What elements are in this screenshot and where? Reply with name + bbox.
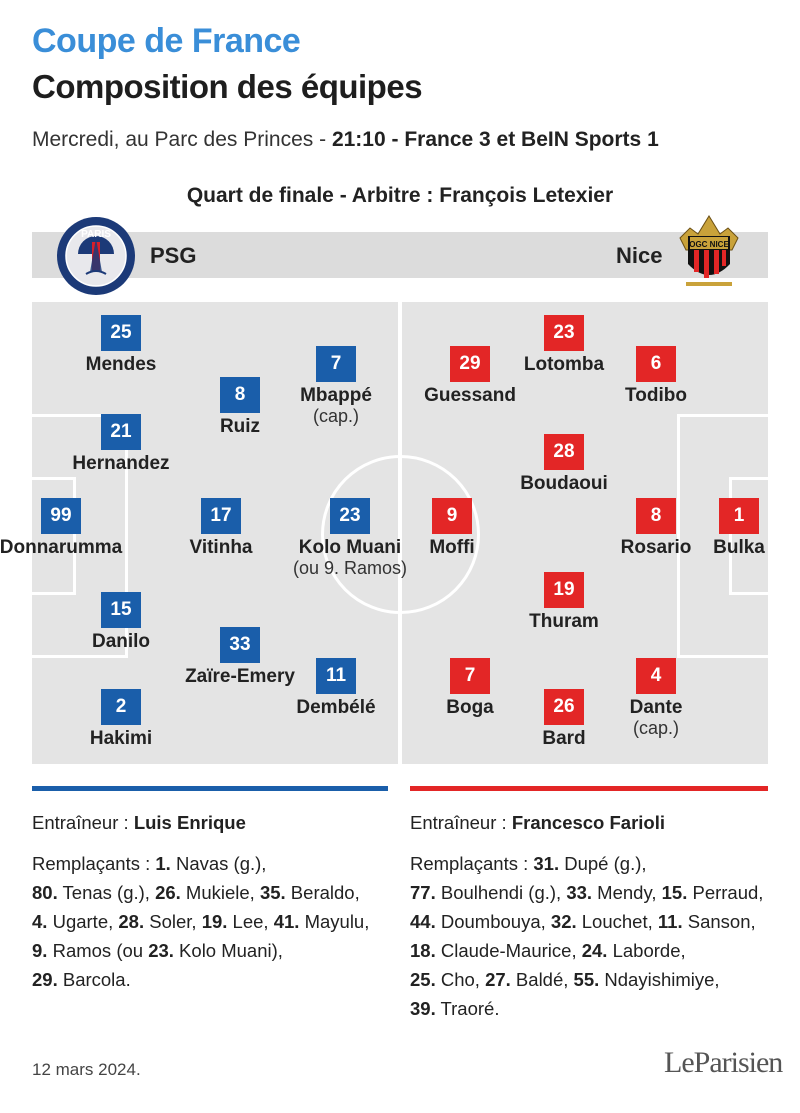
player-name: Bard	[542, 728, 586, 749]
player-number: 7	[316, 346, 356, 382]
sub-line	[32, 965, 392, 994]
sub-line	[410, 878, 770, 907]
sub-text: Ramos (ou	[47, 940, 149, 961]
match-tv: France 3 et BeIN Sports 1	[404, 128, 659, 151]
sub-line	[32, 878, 392, 907]
sub-number: 9.	[32, 940, 48, 961]
sub-line	[32, 936, 392, 965]
player-number: 15	[101, 592, 141, 628]
player-number: 33	[220, 627, 260, 663]
sub-number: 44.	[410, 911, 436, 932]
sub-text: Remplaçants :	[32, 853, 156, 874]
player-psg-donnarumma	[0, 498, 151, 558]
player-name: Vitinha	[189, 537, 253, 558]
sub-text: Baldé,	[510, 969, 574, 990]
player-note: (cap.)	[632, 718, 679, 738]
player-name: Dante	[629, 697, 683, 718]
player-number: 25	[101, 315, 141, 351]
sub-text: Ndayishimiye,	[599, 969, 720, 990]
player-number: 1	[719, 498, 759, 534]
match-time: 21:10	[331, 128, 386, 151]
sub-number: 19.	[201, 911, 228, 932]
sub-text: Doumbouya,	[435, 911, 551, 932]
sub-text: Traoré.	[435, 998, 500, 1019]
sub-number: 29.	[32, 969, 58, 990]
player-name: Dembélé	[296, 697, 376, 718]
player-name: Ruiz	[219, 416, 261, 437]
coach-label: Entraîneur :	[410, 812, 512, 833]
player-number: 6	[636, 346, 676, 382]
sub-text: Navas (g.),	[170, 853, 267, 874]
psg-substitutes	[32, 849, 392, 994]
player-name: Guessand	[424, 385, 516, 406]
player-number: 8	[220, 377, 260, 413]
player-name: Donnarumma	[0, 537, 123, 558]
sub-line	[410, 994, 770, 1023]
player-name: Boudaoui	[520, 473, 608, 494]
player-name: Rosario	[620, 537, 692, 558]
sub-line	[32, 907, 392, 936]
sub-text: Dupé (g.),	[559, 853, 647, 874]
player-number: 21	[101, 414, 141, 450]
sub-line	[410, 965, 770, 994]
sub-text: Laborde,	[607, 940, 686, 961]
player-name: Todibo	[625, 385, 687, 406]
player-name: Moffi	[429, 537, 475, 558]
player-name: Mendes	[85, 354, 157, 375]
player-nice-dante	[566, 658, 746, 738]
sub-text: Mayulu,	[299, 911, 370, 932]
sub-line	[32, 849, 392, 878]
player-number: 9	[432, 498, 472, 534]
nice-separator	[410, 786, 768, 791]
home-team-name: PSG	[150, 243, 197, 268]
sub-text: Tenas (g.),	[57, 882, 156, 903]
match-info	[32, 128, 659, 152]
player-number: 99	[41, 498, 81, 534]
player-nice-todibo	[566, 346, 746, 406]
player-number: 8	[636, 498, 676, 534]
sub-text: Claude-Maurice,	[435, 940, 582, 961]
sub-number: 39.	[410, 998, 436, 1019]
sub-text: Kolo Muani),	[173, 940, 283, 961]
nice-logo-icon	[676, 208, 742, 294]
sub-line	[410, 936, 770, 965]
sub-number: 23.	[148, 940, 174, 961]
match-round: Quart de finale - Arbitre : François Letexier	[186, 184, 614, 207]
nice-coach-line	[410, 808, 770, 837]
sub-number: 24.	[581, 940, 608, 961]
sub-text: Sanson,	[682, 911, 756, 932]
player-name: Hernandez	[72, 453, 170, 474]
sub-text: Soler,	[144, 911, 202, 932]
player-name: Hakimi	[89, 728, 153, 749]
sub-number: 80.	[32, 882, 58, 903]
sub-line	[410, 849, 770, 878]
sub-text: Mukiele,	[180, 882, 260, 903]
nice-coach: Francesco Farioli	[511, 812, 666, 833]
away-team-name: Nice	[616, 243, 663, 268]
sub-number: 33.	[566, 882, 593, 903]
le-parisien-logo: LeParisien	[664, 1046, 783, 1079]
psg-info	[32, 808, 392, 994]
sub-number: 18.	[410, 940, 436, 961]
player-name: Thuram	[529, 611, 599, 632]
sub-text: Cho,	[435, 969, 486, 990]
sub-number: 1.	[155, 853, 171, 874]
match-info-sep: -	[385, 128, 405, 151]
player-name: Lotomba	[523, 354, 605, 375]
player-name: Zaïre-Emery	[185, 666, 295, 687]
sub-line	[410, 907, 770, 936]
sub-text: Boulhendi (g.),	[435, 882, 567, 903]
sub-number: 32.	[550, 911, 577, 932]
sub-text: Remplaçants :	[410, 853, 534, 874]
psg-coach-line	[32, 808, 392, 837]
nice-substitutes	[410, 849, 770, 1023]
player-number: 7	[450, 658, 490, 694]
sub-number: 28.	[118, 911, 145, 932]
sub-text: Ugarte,	[47, 911, 119, 932]
sub-number: 27.	[485, 969, 511, 990]
psg-coach: Luis Enrique	[133, 812, 246, 833]
player-nice-bulka	[649, 498, 800, 558]
sub-text: Beraldo,	[285, 882, 360, 903]
player-name: Boga	[446, 697, 494, 718]
sub-number: 25.	[410, 969, 436, 990]
player-nice-boudaoui	[474, 434, 654, 494]
sub-text: Barcola.	[57, 969, 131, 990]
nice-logo-text: OGC NICE	[689, 240, 729, 249]
sub-text: Perraud,	[687, 882, 764, 903]
player-number: 4	[636, 658, 676, 694]
sub-number: 11.	[657, 911, 683, 932]
sub-text: Louchet,	[576, 911, 658, 932]
publication-date: 12 mars 2024.	[32, 1060, 141, 1079]
player-nice-guessand	[380, 346, 560, 406]
psg-logo-text: PARIS	[81, 229, 111, 240]
player-nice-moffi	[362, 498, 542, 558]
sub-number: 26.	[155, 882, 181, 903]
player-number: 28	[544, 434, 584, 470]
match-venue: Mercredi, au Parc des Princes -	[32, 128, 332, 151]
competition-title: Coupe de France	[32, 22, 301, 60]
player-number: 29	[450, 346, 490, 382]
player-note: (cap.)	[312, 406, 359, 426]
page-title: Composition des équipes	[32, 68, 423, 105]
player-number: 23	[544, 315, 584, 351]
player-number: 19	[544, 572, 584, 608]
player-name: Mbappé	[300, 385, 372, 406]
sub-number: 31.	[533, 853, 560, 874]
sub-number: 77.	[410, 882, 436, 903]
player-number: 11	[316, 658, 356, 694]
coach-label: Entraîneur :	[32, 812, 134, 833]
player-name: Bulka	[713, 537, 765, 558]
sub-text: Mendy,	[592, 882, 662, 903]
player-number: 23	[330, 498, 370, 534]
nice-info	[410, 808, 770, 1023]
player-number: 2	[101, 689, 141, 725]
sub-number: 4.	[32, 911, 48, 932]
player-note: (ou 9. Ramos)	[292, 558, 408, 578]
psg-separator	[32, 786, 388, 791]
sub-text: Lee,	[227, 911, 274, 932]
player-psg-hakimi	[31, 689, 211, 749]
player-nice-thuram	[474, 572, 654, 632]
sub-number: 35.	[259, 882, 286, 903]
player-name: Kolo Muani	[298, 537, 402, 558]
psg-logo-icon	[56, 216, 136, 296]
player-name: Danilo	[91, 631, 151, 652]
player-number: 17	[201, 498, 241, 534]
sub-number: 41.	[273, 911, 300, 932]
sub-number: 15.	[661, 882, 688, 903]
sub-number: 55.	[573, 969, 600, 990]
player-number: 26	[544, 689, 584, 725]
player-psg-mendes	[31, 315, 211, 375]
